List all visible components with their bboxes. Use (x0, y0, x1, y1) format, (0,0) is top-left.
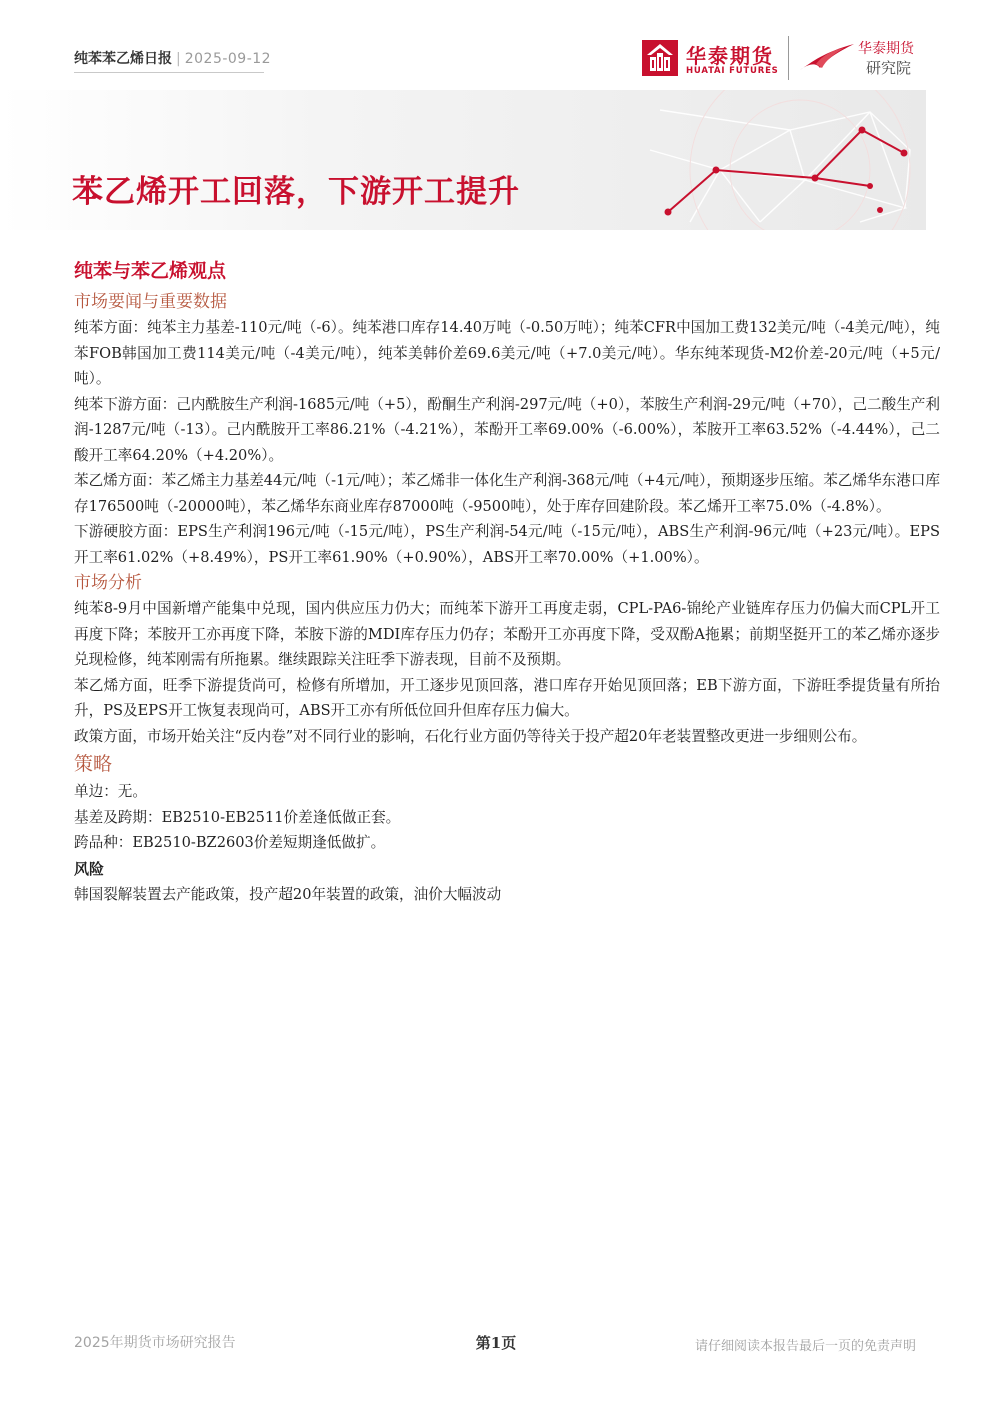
banner-title: 苯乙烯开工回落，下游开工提升 (72, 174, 520, 210)
risk-heading: 风险 (74, 859, 105, 878)
news-paragraph: 下游硬胶方面：EPS生产利润196元/吨（-15元/吨），PS生产利润-54元/吨（-15元/吨），ABS生产利润-96元/吨（+23元/吨）。EPS开工率61.02%（+8.49%），PS开工率61.90%（+0.90%），ABS开工率70.00%（+1.00%）。 (74, 523, 940, 566)
strategy-heading: 策略 (74, 753, 113, 775)
header-separator: | (176, 51, 181, 67)
analysis-paragraph: 苯乙烯方面，旺季下游提货尚可，检修有所增加，开工逐步见顶回落，港口库存开始见顶回落；EB下游方面，下游旺季提货量有所抬升，PS及EPS开工恢复表现尚可，ABS开工亦有所低位回升但库存压力偏大。 (74, 676, 940, 719)
footer-report-name: 2025年期货市场研究报告 (74, 1335, 236, 1351)
footer-disclaimer: 请仔细阅读本报告最后一页的免责声明 (694, 1339, 916, 1354)
report-date: 2025-09-12 (184, 51, 272, 67)
report-title: 纯苯苯乙烯日报 (74, 51, 172, 67)
header-rule (74, 72, 264, 73)
analysis-heading: 市场分析 (74, 573, 142, 593)
report-header (74, 48, 271, 68)
main-content (74, 256, 940, 907)
strategy-line: 单边：无。 (74, 783, 147, 800)
huatai-logo (642, 40, 780, 80)
institute-bird-icon (798, 40, 856, 74)
logo-cn-text: 华泰期货 (686, 44, 774, 68)
title-banner (0, 90, 926, 230)
news-heading: 市场要闻与重要数据 (74, 292, 227, 312)
strategy-line: 跨品种：EB2510-BZ2603价差短期逢低做扩。 (74, 834, 386, 851)
news-paragraph: 纯苯方面：纯苯主力基差-110元/吨（-6）。纯苯港口库存14.40万吨（-0.50万吨）；纯苯CFR中国加工费132美元/吨（-4美元/吨），纯苯FOB韩国加工费114美元/吨（-4美元/吨），纯苯美韩价差69.6美元/吨（+7.0美元/吨）。华东纯苯现货-M2价差-20元/吨（+5元/吨）。 (74, 319, 940, 387)
huatai-logo-icon (642, 40, 678, 76)
analysis-paragraph: 政策方面，市场开始关注“反内卷”对不同行业的影响，石化行业方面仍等待关于投产超20年老装置整改更进一步细则公布。 (74, 727, 867, 745)
institute-logo (798, 38, 928, 82)
section-title: 纯苯与苯乙烯观点 (74, 260, 227, 282)
page-number: 第1页 (475, 1334, 517, 1352)
news-paragraph: 苯乙烯方面：苯乙烯主力基差44元/吨（-1元/吨）；苯乙烯非一体化生产利润-368元/吨（+4元/吨），预期逐步压缩。苯乙烯华东港口库存176500吨（-20000吨），苯乙烯华东商业库存87000吨（-9500吨），处于库存回建阶段。苯乙烯开工率75.0%（-4.8%）。 (74, 472, 940, 515)
logo-divider (788, 36, 789, 80)
logo-en-text: HUATAI FUTURES (686, 66, 779, 76)
news-paragraph: 纯苯下游方面：己内酰胺生产利润-1685元/吨（+5），酚酮生产利润-297元/吨（+0），苯胺生产利润-29元/吨（+70），己二酸生产利润-1287元/吨（-13）。己内酰胺开工率86.21%（-4.21%），苯酚开工率69.00%（-6.00%），苯胺开工率63.52%（-4.44%），己二酸开工率64.20%（+4.20%）。 (74, 395, 940, 464)
institute-line2: 研究院 (866, 59, 912, 77)
risk-text: 韩国裂解装置去产能政策，投产超20年装置的政策，油价大幅波动 (74, 885, 502, 903)
analysis-paragraph: 纯苯8-9月中国新增产能集中兑现，国内供应压力仍大；而纯苯下游开工再度走弱，CPL-PA6-锦纶产业链库存压力仍偏大而CPL开工再度下降；苯胺开工亦再度下降，苯胺下游的MDI库存压力仍存；苯酚开工亦再度下降，受双酚A拖累；前期坚挺开工的苯乙烯亦逐步兑现检修，纯苯刚需有所拖累。继续跟踪关注旺季下游表现，目前不及预期。 (74, 600, 940, 668)
strategy-line: 基差及跨期：EB2510-EB2511价差逢低做正套。 (74, 808, 401, 826)
institute-line1: 华泰期货 (858, 41, 914, 57)
